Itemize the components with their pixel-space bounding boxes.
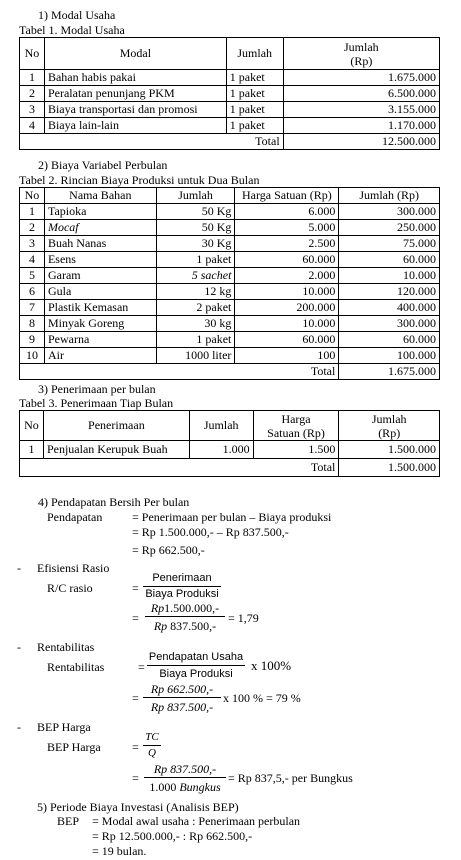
efisiensi-dash: -	[17, 561, 21, 575]
cell-amount: 1.170.000	[283, 118, 439, 134]
table-row	[20, 102, 440, 118]
cell-amount: 120.000	[339, 284, 440, 300]
cell-amount: 60.000	[339, 252, 440, 268]
table-3-caption: Tabel 3. Penerimaan Tiap Bulan	[19, 396, 174, 410]
table-row	[20, 86, 440, 102]
pendapatan-label: Pendapatan	[47, 510, 103, 524]
cell-price: 200.000	[235, 300, 339, 316]
efisiensi-heading: Efisiensi Rasio	[37, 561, 110, 575]
rc-denominator-2: Rp 837.500,-	[153, 619, 217, 633]
cell-item: Biaya transportasi dan promosi	[44, 102, 226, 118]
table-row	[20, 332, 440, 348]
table-3-penerimaan	[19, 410, 440, 477]
rentabilitas-heading: Rentabilitas	[37, 640, 95, 654]
table-row	[20, 441, 440, 459]
cell-amount: 250.000	[339, 220, 440, 236]
rc-result: = 1,79	[228, 611, 259, 625]
table-1-caption: Tabel 1. Modal Usaha	[19, 23, 125, 37]
fraction-line	[147, 665, 245, 666]
cell-no: 4	[20, 252, 45, 268]
rent-result: x 100 % = 79 %	[223, 691, 301, 705]
fraction-line	[145, 616, 225, 617]
table-row	[20, 220, 440, 236]
table-1-modal-usaha	[19, 37, 440, 150]
table-total-row	[20, 459, 440, 477]
t3-header-no: No	[20, 411, 44, 441]
cell-qty: 12 kg	[156, 284, 235, 300]
total-label: Total	[20, 134, 284, 150]
total-label: Total	[20, 459, 339, 477]
cell-no: 10	[20, 348, 45, 364]
rc-eq-1: =	[132, 581, 139, 595]
cell-item: Plastik Kemasan	[44, 300, 156, 316]
cell-amount: 1.500.000	[339, 441, 440, 459]
rent-denominator-1: Biaya Produksi	[159, 668, 233, 680]
cell-price: 1.500	[253, 441, 339, 459]
table-row	[20, 348, 440, 364]
table-row	[20, 316, 440, 332]
cell-price: 6.000	[235, 204, 339, 220]
t2-header-jumlah: Jumlah	[156, 188, 235, 204]
table-row	[20, 118, 440, 134]
cell-no: 3	[20, 102, 45, 118]
cell-qty: 2 paket	[156, 300, 235, 316]
table-row	[20, 236, 440, 252]
fraction-line	[143, 697, 221, 698]
cell-amount: 100.000	[339, 348, 440, 364]
cell-price: 5.000	[235, 220, 339, 236]
bep-result: = Rp 837,5,- per Bungkus	[228, 771, 353, 785]
cell-item: Gula	[44, 284, 156, 300]
cell-qty: 5 sachet	[156, 268, 235, 284]
cell-price: 10.000	[235, 316, 339, 332]
cell-no: 4	[20, 118, 45, 134]
cell-amount: 1.675.000	[283, 70, 439, 86]
cell-amount: 60.000	[339, 332, 440, 348]
bep-numerator-2: Rp 837.500,-	[153, 762, 217, 776]
t2-header-no: No	[20, 188, 45, 204]
cell-qty: 1.000	[189, 441, 253, 459]
t1-header-modal: Modal	[44, 38, 226, 70]
rent-denominator-2: Rp 837.500,-	[150, 700, 214, 714]
cell-item: Buah Nanas	[44, 236, 156, 252]
t1-header-jumlah-rp: Jumlah (Rp)	[283, 38, 439, 70]
bep-harga-label: BEP Harga	[47, 740, 101, 754]
bep-numerator-1: TC	[145, 731, 159, 743]
table-2-biaya-produksi	[19, 187, 440, 380]
cell-amount: 400.000	[339, 300, 440, 316]
bep-denominator-2: 1.000 Bungkus	[149, 780, 221, 794]
pendapatan-line-1: = Penerimaan per bulan – Biaya produksi	[132, 510, 332, 524]
cell-amount: 300.000	[339, 204, 440, 220]
cell-item: Air	[44, 348, 156, 364]
cell-amount: 300.000	[339, 316, 440, 332]
cell-qty: 1000 liter	[156, 348, 235, 364]
cell-no: 7	[20, 300, 45, 316]
cell-price: 60.000	[235, 252, 339, 268]
bep-line-2: = Rp 12.500.000,- : Rp 662.500,-	[92, 829, 253, 843]
rentabilitas-dash: -	[17, 640, 21, 654]
section-1-heading: 1) Modal Usaha	[38, 8, 116, 22]
cell-qty: 50 Kg	[156, 204, 235, 220]
total-label: Total	[20, 364, 339, 380]
cell-item: Tapioka	[44, 204, 156, 220]
bep-harga-heading: BEP Harga	[37, 720, 91, 734]
cell-qty: 1 paket	[156, 332, 235, 348]
table-total-row	[20, 364, 440, 380]
table-row	[20, 204, 440, 220]
section-3-heading: 3) Penerimaan per bulan	[38, 382, 156, 396]
table-row	[20, 300, 440, 316]
rc-numerator-1: Penerimaan	[152, 572, 212, 584]
cell-qty: 30 Kg	[156, 236, 235, 252]
rc-rasio-label: R/C rasio	[47, 581, 93, 595]
bep-harga-dash: -	[17, 720, 21, 734]
fraction-line	[144, 777, 226, 778]
cell-item: Biaya lain-lain	[44, 118, 226, 134]
cell-no: 1	[20, 441, 44, 459]
bep-line-3: = 19 bulan.	[92, 844, 147, 858]
cell-qty: 1 paket	[156, 252, 235, 268]
cell-qty: 50 Kg	[156, 220, 235, 236]
total-value: 1.500.000	[339, 459, 440, 477]
bep-line-1: = Modal awal usaha : Penerimaan perbulan	[92, 814, 301, 828]
cell-no: 2	[20, 220, 45, 236]
rc-eq-2: =	[132, 611, 139, 625]
cell-no: 6	[20, 284, 45, 300]
bep-label: BEP	[57, 814, 80, 828]
cell-no: 9	[20, 332, 45, 348]
bep-denominator-1: Q	[148, 747, 156, 759]
t3-header-jumlah: Jumlah	[189, 411, 253, 441]
cell-price: 10.000	[235, 284, 339, 300]
cell-qty: 1 paket	[226, 86, 283, 102]
t1-header-no: No	[20, 38, 45, 70]
cell-no: 1	[20, 204, 45, 220]
cell-amount: 6.500.000	[283, 86, 439, 102]
table-row	[20, 70, 440, 86]
cell-no: 5	[20, 268, 45, 284]
section-4-heading: 4) Pendapatan Bersih Per bulan	[38, 495, 190, 509]
cell-amount: 10.000	[339, 268, 440, 284]
rent-multiplier-1: x 100%	[251, 658, 292, 673]
fraction-line	[143, 745, 161, 746]
t3-header-harga-satuan: Harga Satuan (Rp)	[253, 411, 339, 441]
cell-amount: 75.000	[339, 236, 440, 252]
rent-eq-1: =	[138, 660, 145, 674]
cell-item: Esens	[44, 252, 156, 268]
cell-no: 8	[20, 316, 45, 332]
cell-item: Garam	[44, 268, 156, 284]
pendapatan-line-3: = Rp 662.500,-	[132, 543, 205, 557]
t1-header-jumlah: Jumlah	[226, 38, 283, 70]
cell-price: 100	[235, 348, 339, 364]
cell-no: 2	[20, 86, 45, 102]
table-2-caption: Tabel 2. Rincian Biaya Produksi untuk Dua Bulan	[19, 173, 260, 187]
rent-eq-2: =	[132, 691, 139, 705]
pendapatan-line-2: = Rp 1.500.000,- – Rp 837.500,-	[132, 525, 289, 539]
cell-item: Penjualan Kerupuk Buah	[43, 441, 189, 459]
cell-no: 1	[20, 70, 45, 86]
bep-eq-1: =	[132, 740, 139, 754]
t2-header-nama-bahan: Nama Bahan	[44, 188, 156, 204]
t2-header-harga-satuan: Harga Satuan (Rp)	[235, 188, 339, 204]
cell-no: 3	[20, 236, 45, 252]
cell-price: 60.000	[235, 332, 339, 348]
cell-item: Minyak Goreng	[44, 316, 156, 332]
cell-qty: 1 paket	[226, 118, 283, 134]
rc-numerator-2: Rp1.500.000,-	[150, 601, 220, 615]
cell-item: Peralatan penunjang PKM	[44, 86, 226, 102]
table-total-row	[20, 134, 440, 150]
fraction-line	[143, 586, 221, 587]
section-5-heading: 5) Periode Biaya Investasi (Analisis BEP)	[37, 800, 239, 814]
cell-price: 2.500	[235, 236, 339, 252]
t2-header-jumlah-rp: Jumlah (Rp)	[339, 188, 440, 204]
rent-numerator-2: Rp 662.500,-	[150, 682, 214, 696]
rent-numerator-1: Pendapatan Usaha	[148, 651, 244, 663]
table-row	[20, 284, 440, 300]
cell-qty: 30 kg	[156, 316, 235, 332]
total-value: 12.500.000	[283, 134, 439, 150]
cell-item: Bahan habis pakai	[44, 70, 226, 86]
t3-header-penerimaan: Penerimaan	[43, 411, 189, 441]
cell-price: 2.000	[235, 268, 339, 284]
rentabilitas-label: Rentabilitas	[47, 660, 105, 674]
cell-item: Mocaf	[44, 220, 156, 236]
table-row	[20, 268, 440, 284]
rc-denominator-1: Biaya Produksi	[145, 588, 219, 600]
cell-amount: 3.155.000	[283, 102, 439, 118]
cell-qty: 1 paket	[226, 102, 283, 118]
table-row	[20, 252, 440, 268]
bep-eq-2: =	[132, 771, 139, 785]
cell-qty: 1 paket	[226, 70, 283, 86]
total-value: 1.675.000	[339, 364, 440, 380]
t3-header-jumlah-rp: Jumlah (Rp)	[339, 411, 440, 441]
section-2-heading: 2) Biaya Variabel Perbulan	[38, 158, 168, 172]
cell-item: Pewarna	[44, 332, 156, 348]
